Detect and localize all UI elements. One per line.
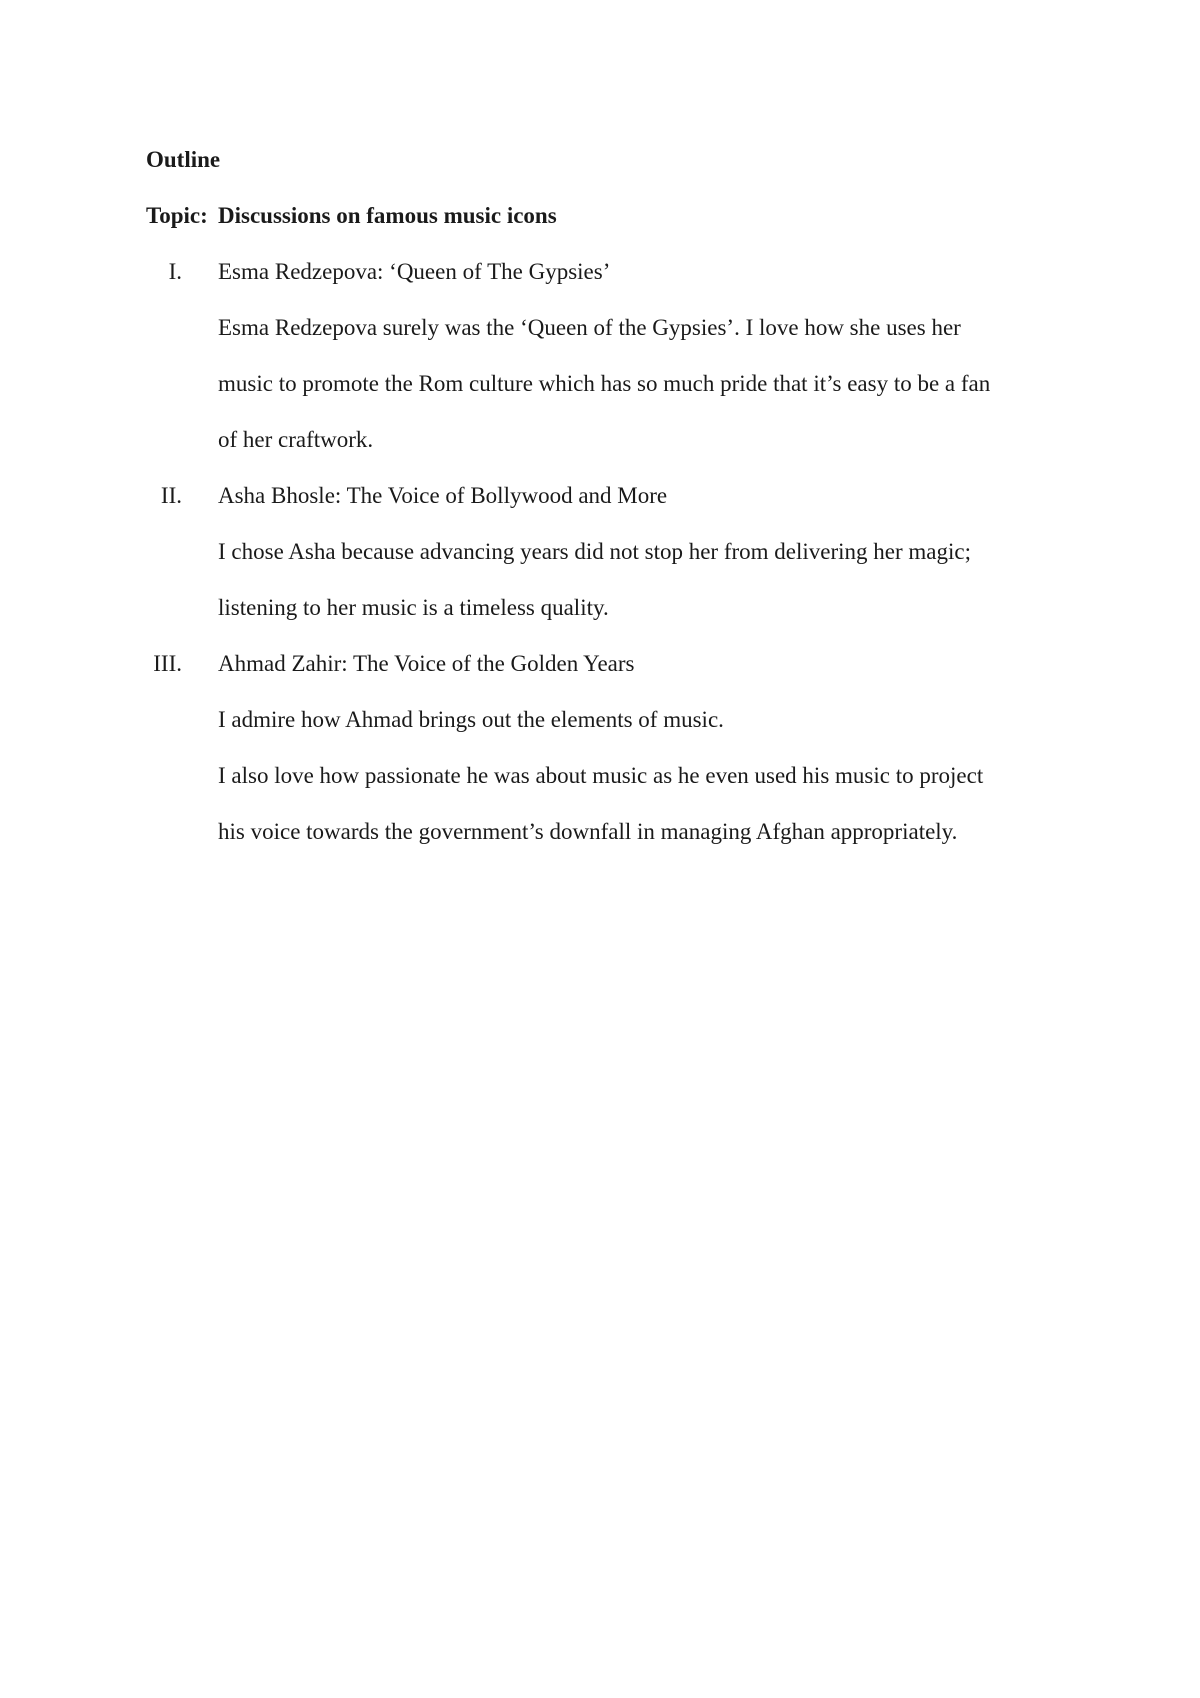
section-numeral: II. [160,483,182,508]
paragraph-line: I also love how passionate he was about music as he even used his music to project [218,763,984,788]
paragraph-line: I admire how Ahmad brings out the elements of music. [218,707,724,732]
paragraph-line: Esma Redzepova surely was the ‘Queen of the Gypsies’. I love how she uses her [218,315,961,340]
topic-text: Discussions on famous music icons [218,203,557,228]
topic-label: Topic: [146,203,208,228]
paragraph-line: music to promote the Rom culture which has so much pride that it’s easy to be a fan [218,371,991,396]
paragraph-line: listening to her music is a timeless quality. [218,595,609,620]
section-numeral: I. [168,259,182,284]
paragraph-line: I chose Asha because advancing years did not stop her from delivering her magic; [218,539,972,564]
paragraph-line: of her craftwork. [218,427,374,452]
outline-heading: Outline [146,147,221,172]
section-numeral: III. [153,651,182,676]
section-title: Ahmad Zahir: The Voice of the Golden Years [218,651,635,676]
paragraph-line: his voice towards the government’s downfall in managing Afghan appropriately. [218,819,958,844]
section-title: Asha Bhosle: The Voice of Bollywood and More [218,483,668,508]
section-title: Esma Redzepova: ‘Queen of The Gypsies’ [218,259,611,284]
